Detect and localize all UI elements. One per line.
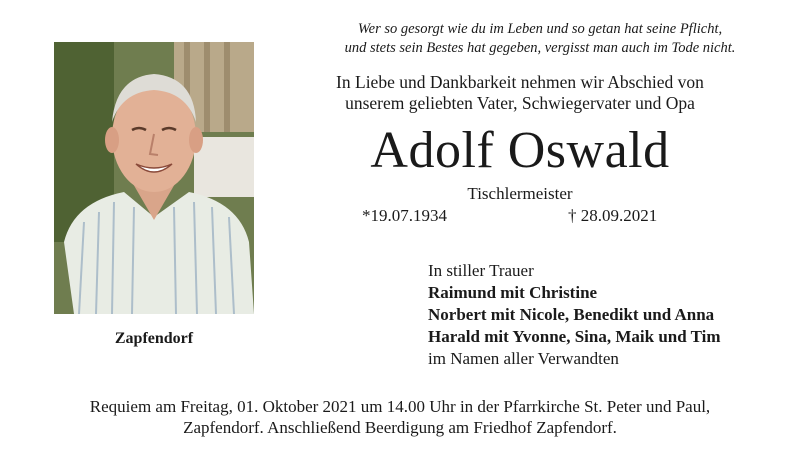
mourners-heading: In stiller Trauer <box>428 261 534 280</box>
quote-line-1: Wer so gesorgt wie du im Leben und so getan hat seine Pflicht, <box>357 21 723 37</box>
intro-line-1: In Liebe und Dankbarkeit nehmen wir Abschied von <box>336 72 704 92</box>
requiem-line-2: Zapfendorf. Anschließend Beerdigung am Friedhof Zapfendorf. <box>183 418 617 437</box>
memorial-quote <box>290 20 790 58</box>
death-date: † 28.09.2021 <box>568 206 658 225</box>
deceased-profession: Tischlermeister <box>467 184 573 203</box>
mourner-name: Raimund mit Christine <box>428 283 598 302</box>
portrait-illustration <box>54 42 254 314</box>
farewell-intro <box>290 72 750 114</box>
requiem-notice <box>40 396 760 438</box>
quote-line-2: und stets sein Bestes hat gegeben, vergisst man auch im Tode nicht. <box>344 40 736 56</box>
place-of-residence: Zapfendorf <box>114 330 194 347</box>
intro-line-2: unserem geliebten Vater, Schwiegervater und Opa <box>345 93 695 113</box>
mourner-name: Norbert mit Nicole, Benedikt und Anna <box>428 305 715 324</box>
requiem-line-1: Requiem am Freitag, 01. Oktober 2021 um 14.00 Uhr in der Pfarrkirche St. Peter und Paul, <box>89 397 711 416</box>
portrait-photo <box>54 42 254 314</box>
mourners-block <box>428 260 721 370</box>
birth-date: *19.07.1934 <box>362 206 447 225</box>
mourner-name: Harald mit Yvonne, Sina, Maik und Tim <box>428 327 721 346</box>
mourners-closing: im Namen aller Verwandten <box>428 349 619 368</box>
deceased-name: Adolf Oswald <box>370 122 670 179</box>
